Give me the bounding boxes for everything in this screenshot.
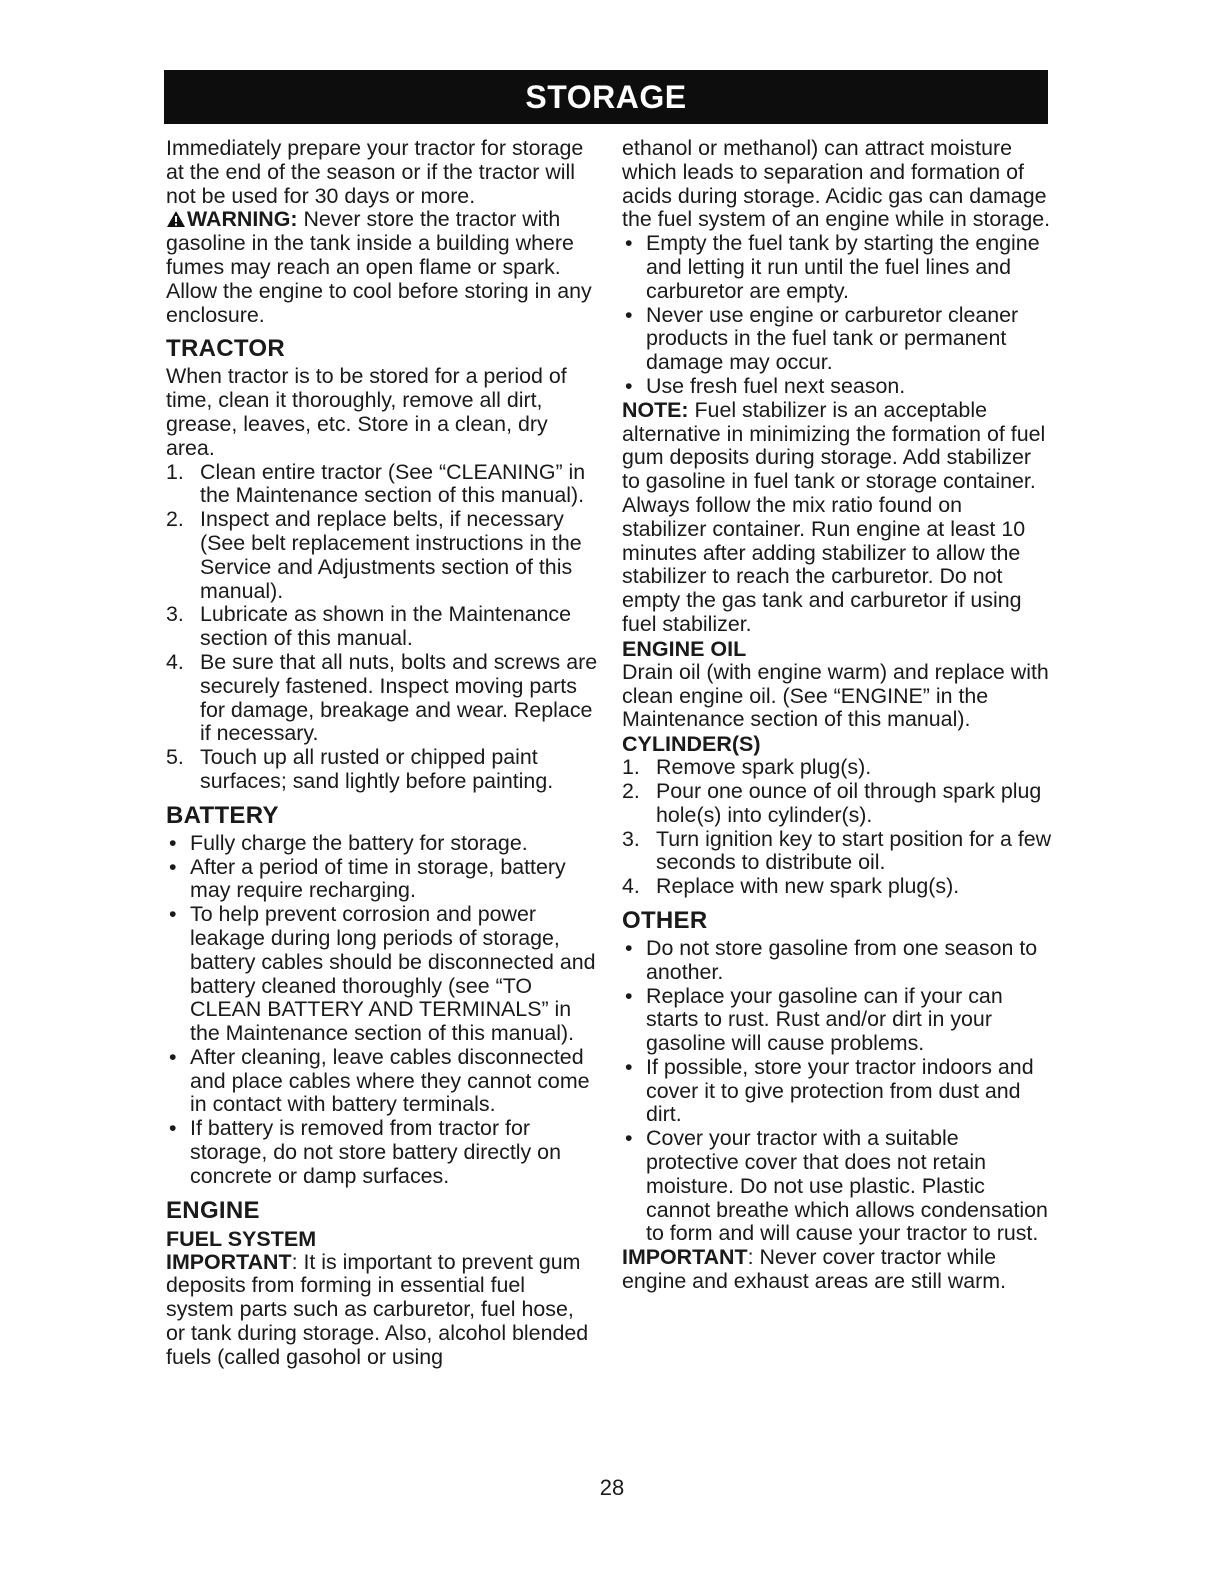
step-text: Inspect and replace belts, if necessary (See belt replacement instructions in the Service and Adjustments section of this manual). xyxy=(200,507,582,603)
step-number: 2. xyxy=(622,778,640,803)
bullet-text: After a period of time in storage, battery may require recharging. xyxy=(190,854,566,903)
list-item xyxy=(622,304,1052,375)
bullet-mark: • xyxy=(625,983,633,1008)
bullet-mark: • xyxy=(625,935,633,960)
list-item xyxy=(166,1046,598,1117)
important-label: IMPORTANT xyxy=(166,1249,292,1274)
fuel-system-continued-paragraph: ethanol or methanol) can attract moisture which leads to separation and formation of acids during storage. Acidic gas can damage the fuel system of an engine while in storage. xyxy=(622,136,1051,232)
bullet-text: After cleaning, leave cables disconnected and place cables where they cannot come in contact with battery terminals. xyxy=(190,1044,590,1117)
step-text: Touch up all rusted or chipped paint surfaces; sand lightly before painting. xyxy=(200,745,554,793)
bullet-text: Never use engine or carburetor cleaner products in the fuel tank or permanent damage may occur. xyxy=(646,302,1019,375)
list-item xyxy=(166,461,598,509)
bullet-text: Do not store gasoline from one season to another. xyxy=(646,935,1038,984)
note-label: NOTE: xyxy=(622,397,689,422)
bullet-mark: • xyxy=(625,373,633,398)
important-text: : Never cover tractor while engine and exhaust areas are still warm. xyxy=(622,1245,1007,1294)
warning-triangle-icon xyxy=(166,210,186,228)
step-number: 3. xyxy=(622,826,640,851)
bullet-text: To help prevent corrosion and power leakage during long periods of storage, battery cables should be disconnected and battery cleaned thoroughly (see “TO CLEAN BATTERY AND TERMINALS” in the Maintenance section of this manual). xyxy=(190,902,596,1046)
storage-header-banner xyxy=(164,70,1048,124)
step-number: 4. xyxy=(166,649,184,674)
note-text: Fuel stabilizer is an acceptable alternative in minimizing the formation of fuel gum deposits during storage. Add stabilizer to gasoline in fuel tank or storage container. Always follow the mix ratio found on stabilizer container. Run engine at least 10 minutes after adding stabilizer to allow the stabilizer to reach the carburetor. Do not empty the gas tank and carburetor if using fuel stabilizer. xyxy=(622,397,1046,636)
step-number: 5. xyxy=(166,745,184,770)
tractor-paragraph: When tractor is to be stored for a period of time, clean it thoroughly, remove all dirt, grease, leaves, etc. Store in a clean, dry area. xyxy=(166,364,567,460)
cylinders-heading: CYLINDER(S) xyxy=(622,732,761,757)
other-heading: OTHER xyxy=(622,906,708,934)
step-text: Pour one ounce of oil through spark plug hole(s) into cylinder(s). xyxy=(656,778,1042,827)
list-item xyxy=(166,903,598,1046)
cylinders-steps-list xyxy=(622,756,1052,899)
step-text: Turn ignition key to start position for a few seconds to distribute oil. xyxy=(656,826,1052,875)
step-text: Replace with new spark plug(s). xyxy=(656,874,960,899)
bullet-mark: • xyxy=(169,1044,177,1069)
bullet-mark: • xyxy=(169,854,177,879)
list-item xyxy=(166,746,598,794)
warning-text: Never store the tractor with gasoline in the tank inside a building where fumes may reach an open flame or spark. Allow the engine to cool before storing in any enclosure. xyxy=(166,207,592,327)
tractor-heading: TRACTOR xyxy=(166,335,285,363)
list-item xyxy=(622,875,1052,899)
fuel-system-important-paragraph xyxy=(166,1251,598,1370)
bullet-mark: • xyxy=(169,1116,177,1141)
bullet-mark: • xyxy=(625,231,633,256)
engine-oil-paragraph: Drain oil (with engine warm) and replace with clean engine oil. (See “ENGINE” in the Maintenance section of this manual). xyxy=(622,659,1049,732)
intro-paragraph: Immediately prepare your tractor for storage at the end of the season or if the tractor will not be used for 30 days or more. xyxy=(166,136,584,208)
bullet-mark: • xyxy=(625,1054,633,1079)
step-number: 1. xyxy=(622,755,640,780)
list-item xyxy=(622,828,1052,876)
list-item xyxy=(166,508,598,603)
list-item xyxy=(622,937,1052,985)
bullet-text: Empty the fuel tank by starting the engine and letting it run until the fuel lines and carburetor are empty. xyxy=(646,231,1040,303)
bullet-mark: • xyxy=(169,830,177,855)
other-important-paragraph xyxy=(622,1246,1052,1294)
battery-heading: BATTERY xyxy=(166,801,279,829)
step-text: Clean entire tractor (See “CLEANING” in the Maintenance section of this manual). xyxy=(200,459,586,508)
bullet-mark: • xyxy=(169,902,177,927)
bullet-text: Use fresh fuel next season. xyxy=(646,373,906,398)
important-label: IMPORTANT xyxy=(622,1245,748,1270)
bullet-text: If battery is removed from tractor for storage, do not store battery directly on concrete or damp surfaces. xyxy=(190,1116,561,1188)
list-item xyxy=(166,856,598,904)
list-item xyxy=(622,1127,1052,1246)
list-item xyxy=(622,232,1052,303)
warning-paragraph xyxy=(166,208,598,327)
step-number: 2. xyxy=(166,507,184,532)
list-item xyxy=(166,1117,598,1188)
step-number: 4. xyxy=(622,874,640,899)
step-text: Lubricate as shown in the Maintenance section of this manual. xyxy=(200,602,572,651)
bullet-text: Replace your gasoline can if your can starts to rust. Rust and/or dirt in your gasoline will cause problems. xyxy=(646,983,1003,1056)
note-paragraph xyxy=(622,399,1052,637)
step-number: 3. xyxy=(166,602,184,627)
list-item xyxy=(166,603,598,651)
page-number: 28 xyxy=(599,1475,625,1500)
bullet-text: Fully charge the battery for storage. xyxy=(190,830,528,855)
list-item xyxy=(622,780,1052,828)
bullet-text: If possible, store your tractor indoors and cover it to give protection from dust and dirt. xyxy=(646,1054,1034,1127)
fuel-system-heading: FUEL SYSTEM xyxy=(166,1226,317,1251)
step-text: Be sure that all nuts, bolts and screws are securely fastened. Inspect moving parts for damage, breakage and wear. Replace if necessary. xyxy=(200,649,598,746)
bullet-mark: • xyxy=(625,1126,633,1151)
other-bullet-list xyxy=(622,937,1052,1246)
list-item xyxy=(166,832,598,856)
list-item xyxy=(622,756,1052,780)
list-item xyxy=(622,375,1052,399)
warning-label: WARNING: xyxy=(187,207,298,232)
battery-bullet-list xyxy=(166,832,598,1189)
bullet-text: Cover your tractor with a suitable protective cover that does not retain moisture. Do not use plastic. Plastic cannot breathe which allows condensation to form and will cause your tractor to rust. xyxy=(646,1126,1048,1246)
list-item xyxy=(166,651,598,746)
tractor-steps-list xyxy=(166,461,598,794)
bullet-mark: • xyxy=(625,302,633,327)
list-item xyxy=(622,1056,1052,1127)
list-item xyxy=(622,985,1052,1056)
important-text: : It is important to prevent gum deposits from forming in essential fuel system parts such as carburetor, fuel hose, or tank during storage. Also, alcohol blended fuels (called gasohol or using xyxy=(166,1249,589,1369)
right-column xyxy=(622,137,1052,1294)
fuel-system-bullet-list xyxy=(622,232,1052,399)
page-title: STORAGE xyxy=(525,79,687,115)
engine-heading: ENGINE xyxy=(166,1196,260,1224)
step-text: Remove spark plug(s). xyxy=(656,755,872,780)
engine-oil-heading: ENGINE OIL xyxy=(622,636,747,661)
step-number: 1. xyxy=(166,459,184,484)
left-column xyxy=(166,137,598,1370)
